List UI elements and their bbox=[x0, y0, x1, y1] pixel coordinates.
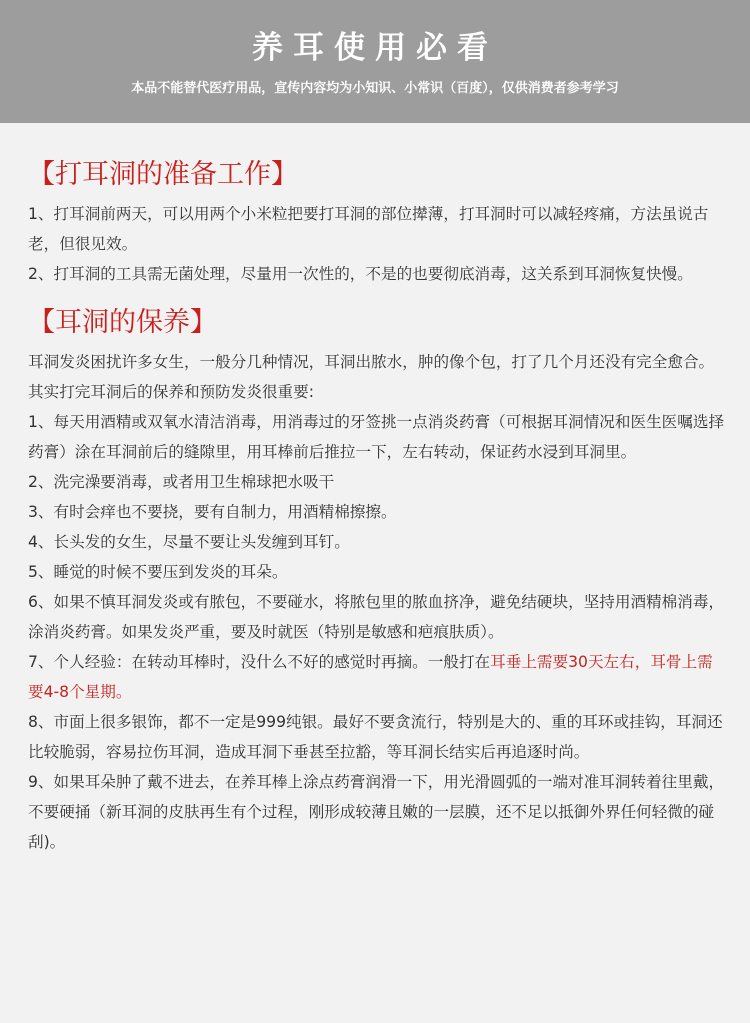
section-title-care: 【耳洞的保养】 bbox=[28, 307, 217, 338]
care-item-5: 5、睡觉的时候不要压到发炎的耳朵。 bbox=[28, 563, 288, 581]
care-item-4: 4、长头发的女生，尽量不要让头发缠到耳钉。 bbox=[28, 533, 350, 551]
prep-item-1: 1、打耳洞前两天，可以用两个小米粒把要打耳洞的部位撵薄，打耳洞时可以减轻疼痛，方法虽说古老，但很见效。 bbox=[28, 205, 709, 253]
care-item-7 bbox=[28, 647, 726, 707]
care-item-6: 6、如果不慎耳洞发炎或有脓包，不要碰水，将脓包里的脓血挤净，避免结硬块，坚持用酒精棉消毒，涂消炎药膏。如果发炎严重，要及时就医（特别是敏感和疤痕肤质）。 bbox=[28, 593, 725, 641]
care-item-9: 9、如果耳朵肿了戴不进去，在养耳棒上涂点药膏润滑一下，用光滑圆弧的一端对准耳洞转着往里戴，不要硬捅（新耳洞的皮肤再生有个过程，刚形成较薄且嫩的一层膜，还不足以抵御外界任何轻微的碰刮)。 bbox=[28, 773, 725, 851]
care-item-1: 1、每天用酒精或双氧水清洁消毒，用消毒过的牙签挑一点消炎药膏（可根据耳洞情况和医生医嘱选择药膏）涂在耳洞前后的缝隙里，用耳棒前后推拉一下，左右转动，保证药水浸到耳洞里。 bbox=[28, 413, 725, 461]
section-title-preparation: 【打耳洞的准备工作】 bbox=[28, 159, 298, 190]
care-item-7-highlight: 耳垂上需要30天左右，耳骨上需要4-8个星期。 bbox=[28, 653, 713, 701]
disclaimer-text: 本品不能替代医疗用品，宣传内容均为小知识、小常识（百度），仅供消费者参考学习 bbox=[131, 81, 619, 96]
prep-item-2: 2、打耳洞的工具需无菌处理，尽量用一次性的，不是的也要彻底消毒，这关系到耳洞恢复快慢。 bbox=[28, 265, 693, 283]
care-intro: 耳洞发炎困扰许多女生，一般分几种情况，耳洞出脓水，肿的像个包，打了几个月还没有完全愈合。其实打完耳洞后的保养和预防发炎很重要: bbox=[28, 353, 715, 401]
article-body bbox=[0, 123, 750, 857]
care-item-2: 2、洗完澡要消毒，或者用卫生棉球把水吸干 bbox=[28, 473, 335, 491]
care-item-3: 3、有时会痒也不要挠，要有自制力，用酒精棉擦擦。 bbox=[28, 503, 397, 521]
care-item-7-text: 7、个人经验：在转动耳棒时，没什么不好的感觉时再摘。一般打在 bbox=[28, 653, 491, 671]
page-title: 养耳使用必看 bbox=[252, 30, 498, 66]
care-item-8: 8、市面上很多银饰，都不一定是999纯银。最好不要贪流行，特别是大的、重的耳环或挂钩，耳洞还比较脆弱，容易拉伤耳洞，造成耳洞下垂甚至拉豁，等耳洞长结实后再追逐时尚。 bbox=[28, 713, 723, 761]
header-banner bbox=[0, 0, 750, 123]
